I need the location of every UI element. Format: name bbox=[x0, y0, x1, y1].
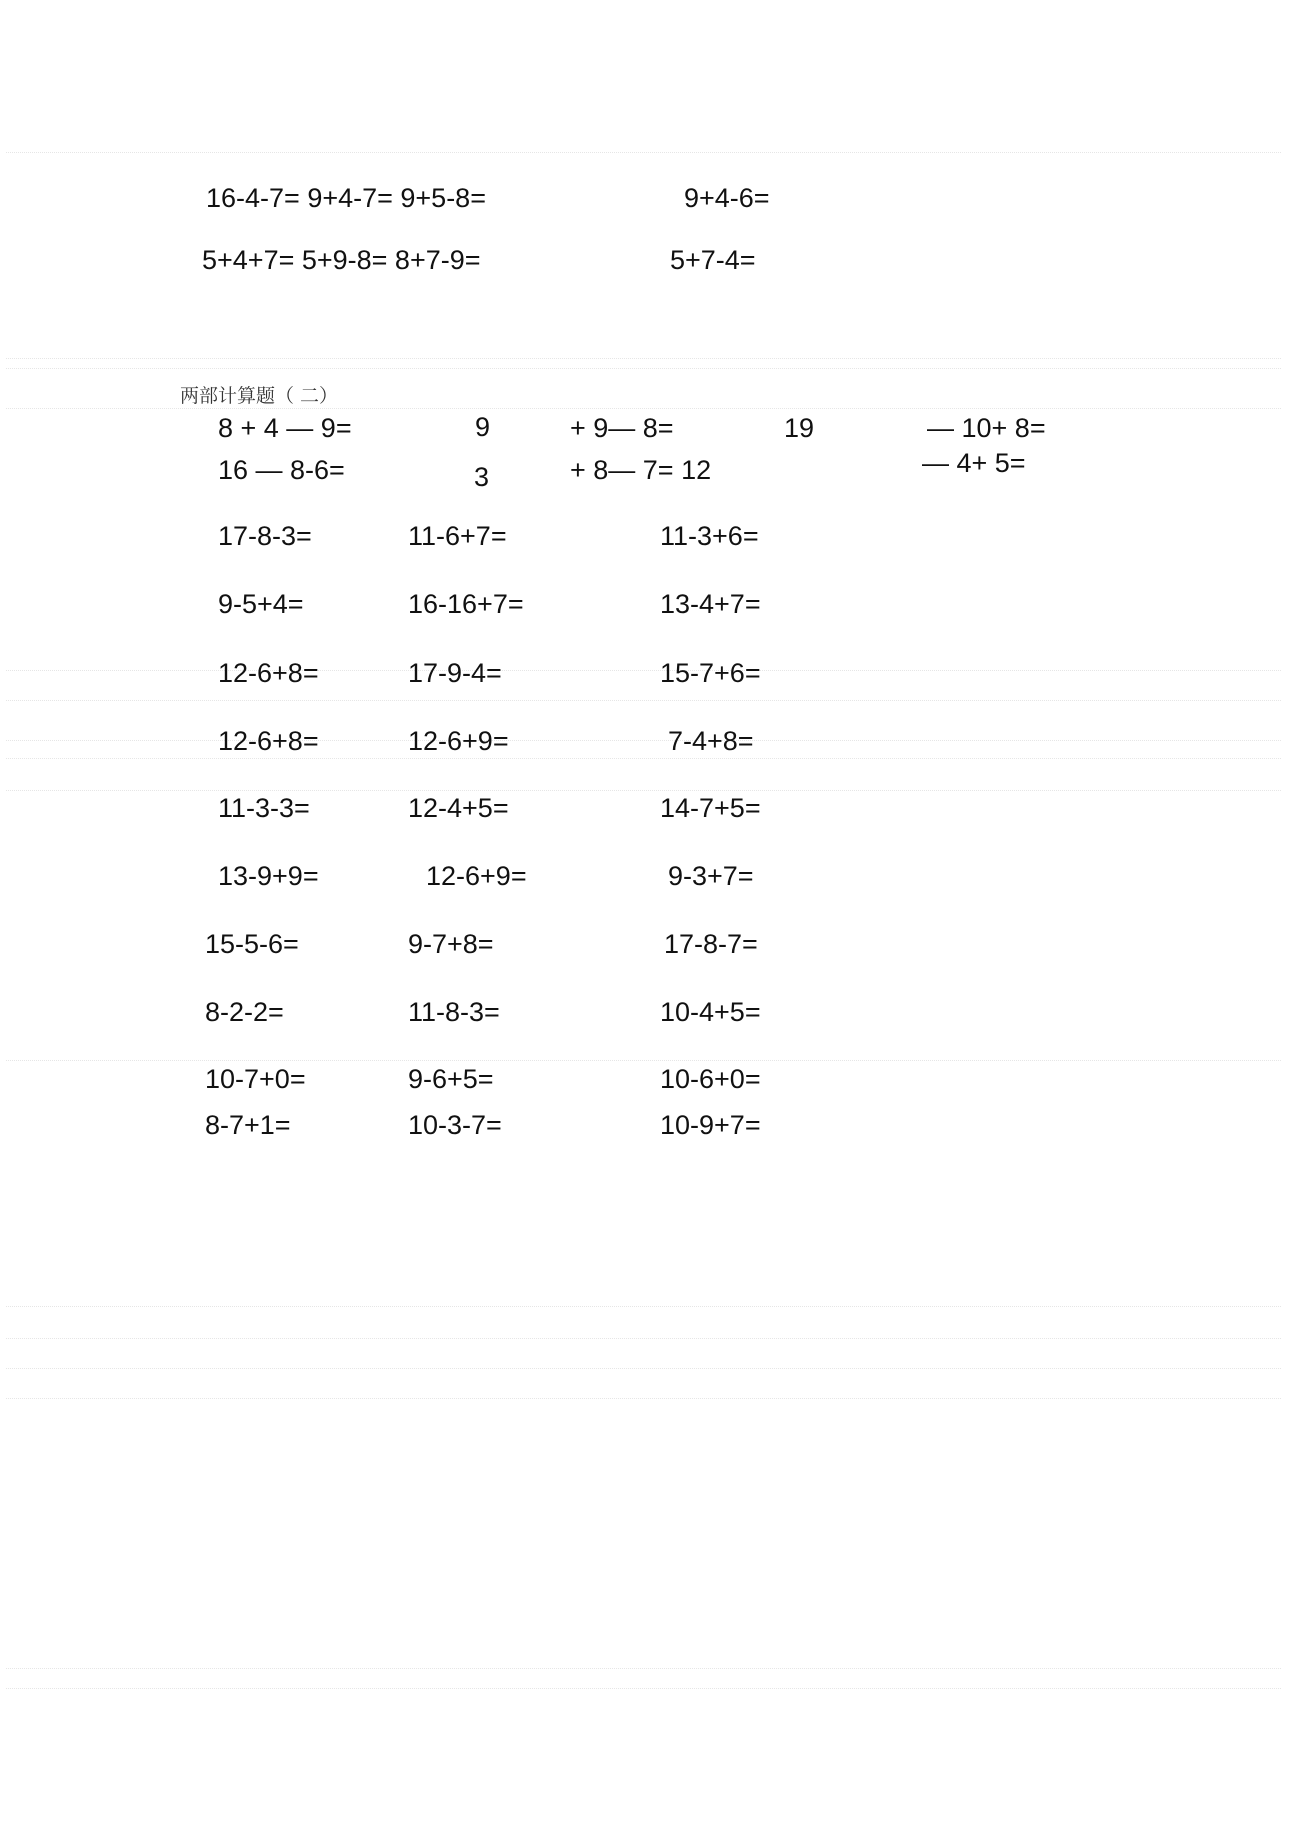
problem-fragment: 19 bbox=[784, 413, 815, 443]
problem-item: 17-8-7= bbox=[664, 929, 758, 959]
divider bbox=[6, 1368, 1281, 1369]
divider bbox=[6, 1688, 1281, 1689]
divider bbox=[6, 408, 1281, 409]
problem-fragment: — 10+ 8= bbox=[927, 413, 1046, 443]
problem-item: 13-9+9= bbox=[218, 861, 319, 891]
problem-item: 9-6+5= bbox=[408, 1064, 494, 1094]
problem-item: 11-3-3= bbox=[218, 793, 310, 823]
problem-item: 13-4+7= bbox=[660, 589, 761, 619]
problem-item: 10-9+7= bbox=[660, 1110, 761, 1140]
problem-item: 9-3+7= bbox=[668, 861, 754, 891]
problem-item: 15-7+6= bbox=[660, 658, 761, 688]
problem-item: 14-7+5= bbox=[660, 793, 761, 823]
divider bbox=[6, 358, 1281, 359]
problem-item: 10-7+0= bbox=[205, 1064, 306, 1094]
problem-item: 12-6+9= bbox=[408, 726, 509, 756]
problem: 9+4-6= bbox=[684, 183, 770, 213]
problem-item: 12-6+8= bbox=[218, 658, 319, 688]
problem-item: 16-16+7= bbox=[408, 589, 524, 619]
problem-fragment: 3 bbox=[474, 462, 490, 492]
problem-item: 12-6+8= bbox=[218, 726, 319, 756]
divider bbox=[6, 1398, 1281, 1399]
section-heading: 两部计算题（ 二） bbox=[180, 385, 339, 407]
problem-item: 9-7+8= bbox=[408, 929, 494, 959]
problem-item: 15-5-6= bbox=[205, 929, 299, 959]
problem-item: 9-5+4= bbox=[218, 589, 304, 619]
divider bbox=[6, 1060, 1281, 1061]
divider bbox=[6, 740, 1281, 741]
divider bbox=[6, 758, 1281, 759]
problem-item: 17-8-3= bbox=[218, 521, 312, 551]
divider bbox=[6, 790, 1281, 791]
problem-item: 11-6+7= bbox=[408, 521, 507, 551]
divider bbox=[6, 1668, 1281, 1669]
divider bbox=[6, 670, 1281, 671]
problem-item: 7-4+8= bbox=[668, 726, 754, 756]
problem-fragment: 8 + 4 — 9= bbox=[218, 413, 352, 443]
problem: 5+7-4= bbox=[670, 245, 756, 275]
problem-fragment: — 4+ 5= bbox=[922, 448, 1026, 478]
divider bbox=[6, 152, 1281, 153]
problem-fragment: + 8— 7= 12 bbox=[570, 455, 712, 485]
problem-group: 5+4+7= 5+9-8= 8+7-9= bbox=[202, 245, 481, 275]
problem-item: 10-4+5= bbox=[660, 997, 761, 1027]
divider bbox=[6, 700, 1281, 701]
problem-fragment: + 9— 8= bbox=[570, 413, 674, 443]
problem-fragment: 16 — 8-6= bbox=[218, 455, 345, 485]
problem-item: 8-7+1= bbox=[205, 1110, 291, 1140]
problem-item: 12-6+9= bbox=[426, 861, 527, 891]
problem-item: 8-2-2= bbox=[205, 997, 284, 1027]
problem-item: 10-3-7= bbox=[408, 1110, 502, 1140]
problem-item: 12-4+5= bbox=[408, 793, 509, 823]
problem-item: 11-8-3= bbox=[408, 997, 500, 1027]
divider bbox=[6, 1306, 1281, 1307]
problem-item: 10-6+0= bbox=[660, 1064, 761, 1094]
problem-item: 17-9-4= bbox=[408, 658, 502, 688]
problem-group: 16-4-7= 9+4-7= 9+5-8= bbox=[206, 183, 486, 213]
divider bbox=[6, 1338, 1281, 1339]
problem-fragment: 9 bbox=[475, 412, 491, 442]
problem-item: 11-3+6= bbox=[660, 521, 759, 551]
divider bbox=[6, 368, 1281, 369]
